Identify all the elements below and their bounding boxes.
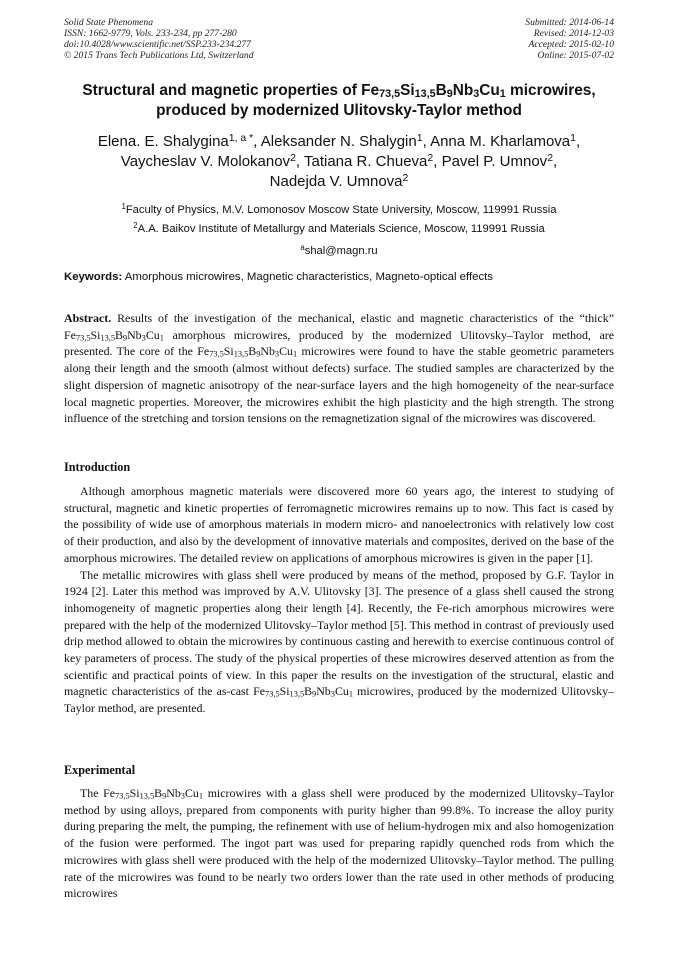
date-revised: Revised: 2014-12-03 [533, 28, 614, 39]
experimental-body [64, 785, 614, 902]
date-accepted: Accepted: 2015-02-10 [528, 39, 614, 50]
date-online: Online: 2015-07-02 [537, 50, 614, 61]
introduction-paragraph-2: The metallic microwires with glass shell were produced by means of the method, proposed by G.F. Taylor in 1924 [2]. Later this method was improved by A.V. Ulitovsky [3]. The presence of a glass shell caused the strong inhomogeneity of magnetic properties along their length [4]. Recently, the Fe-rich amorphous microwires were prepared with the help of the modernized Ulitovsky–Taylor method [5]. This method in contrast of previously used drip method allowed to obtain the microwires by continuous casting and herewith to exercise continuous control of key parameters of process. The study of the physical properties of these microwires deserved attention as from the scientific and practical points of view. In this paper the results on the investigation of the structural, elastic and magnetic characteristics of the as-cast $Fe_{73,5}Si_{13,5}B_9Nb_3Cu_1$ microwires, produced by the modernized Ulitovsky–Taylor method, are presented. [64, 567, 615, 716]
introduction-paragraph-1: Although amorphous magnetic materials were discovered more 60 years ago, the interest to studying of structural, magnetic and kinetic properties of ferromagnetic microwires remains up to now. This fact is cased by the possibility of wide use of amorphous materials in modern micro- and nanoelectronics with relatively low cost of their production, and also by the development of innovative materials and composites, derived on the base of the amorphous microwires. The detailed review on applications of amorphous microwires is given in the paper [1]. [64, 484, 614, 565]
introduction-heading: Introduction [64, 460, 131, 474]
author-line-3: Nadejda V. Umnova$^2$ [269, 171, 409, 190]
abstract: Abstract. Results of the investigation of the mechanical, elastic and magnetic characteristics of the “thick” $Fe_{73,5}Si_{13,5}B_9Nb_3Cu_1$ amorphous microwires, produced by the modernized Ulitovsky–Taylor method, are presented. The core of the $Fe_{73,5}Si_{13,5}B_9Nb_3Cu_1$ microwires were found to have the stable geometric parameters along their length and the smooth (almost without defects) surface. The studied samples are characterized by the slight dispersion of magnetic anisotropy of the near-surface layers and the high homogeneity of the near-surface local magnetic properties. Moreover, the microwires exhibit the high plasticity and the high strength. The strong influence of the stretching and torsion tensions on the remagnetization signal of the microwires was discovered. [64, 311, 614, 426]
journal-doi: doi:10.4028/www.scientific.net/SSP.233-234.277 [64, 39, 251, 50]
submission-dates [525, 17, 614, 61]
affiliation-2: $^2$A.A. Baikov Institute of Metallurgy and Materials Science, Moscow, 119991 Russia [133, 221, 545, 235]
formula: $Fe_{73,5}Si_{13,5}B_9Nb_3Cu_1$ [103, 786, 204, 801]
author-email: $^a$shal@magn.ru [300, 243, 378, 257]
experimental-paragraph-1: The $Fe_{73,5}Si_{13,5}B_9Nb_3Cu_1$ microwires with a glass shell were produced by the modernized Ulitovsky–Taylor method by using alloys, prepared from components with purity higher than 99.8%. To increase the alloy purity during preparing the melt, the pumping, the refinement with use of helium-hydrogen mix and also homogenization of the fusion were performed. The ingot part was used for preparing rapidly quenched rods from which the microwires with glass shell were produced with the help of the modernized Ulitovsky–Taylor method. The pulling rate of the microwires was found to be nearly two orders lower than the rate used in other methods of producing microwires [64, 786, 614, 901]
keywords-label: Keywords: [64, 271, 123, 283]
affiliation-1: $^1$Faculty of Physics, M.V. Lomonosov Moscow State University, Moscow, 119991 Russia [121, 202, 557, 216]
formula: $Fe_{73,5}Si_{13,5}B_9Nb_3Cu_1$ [253, 684, 353, 700]
author-line-1: Elena. E. Shalygina$^{1, a *}$, Aleksander N. Shalygin$^1$, Anna M. Kharlamova$^1$, [97, 131, 581, 150]
journal-copyright: © 2015 Trans Tech Publications Ltd, Switzerland [64, 50, 254, 61]
abstract-label: Abstract. [64, 311, 112, 325]
keywords-text: Amorphous microwires, Magnetic characteristics, Magneto-optical effects [122, 271, 494, 283]
journal-name: Solid State Phenomena [64, 17, 153, 28]
author-list [40, 132, 638, 192]
experimental-heading: Experimental [64, 763, 136, 777]
formula: $Fe_{73,5}Si_{13,5}B_9Nb_3Cu_1$ [197, 344, 298, 360]
date-submitted: Submitted: 2014-06-14 [525, 17, 614, 28]
title-line-1: Structural and magnetic properties of $Fe_{73,5}Si_{13,5}B_9Nb_3Cu_1$ microwires, [82, 82, 596, 101]
journal-info [64, 17, 254, 61]
formula: $Fe_{73,5}Si_{13,5}B_9Nb_3Cu_1$ [64, 327, 164, 343]
journal-issn: ISSN: 1662-9779, Vols. 233-234, pp 277-280 [64, 28, 237, 39]
introduction-body [64, 483, 614, 717]
author-line-2: Vaycheslav V. Molokanov$^2$, Tatiana R. Chueva$^2$, Pavel P. Umnov$^2$, [120, 151, 558, 170]
paper-title [40, 81, 638, 121]
title-line-2: produced by modernized Ulitovsky-Taylor method [156, 102, 522, 119]
keywords [64, 270, 624, 284]
